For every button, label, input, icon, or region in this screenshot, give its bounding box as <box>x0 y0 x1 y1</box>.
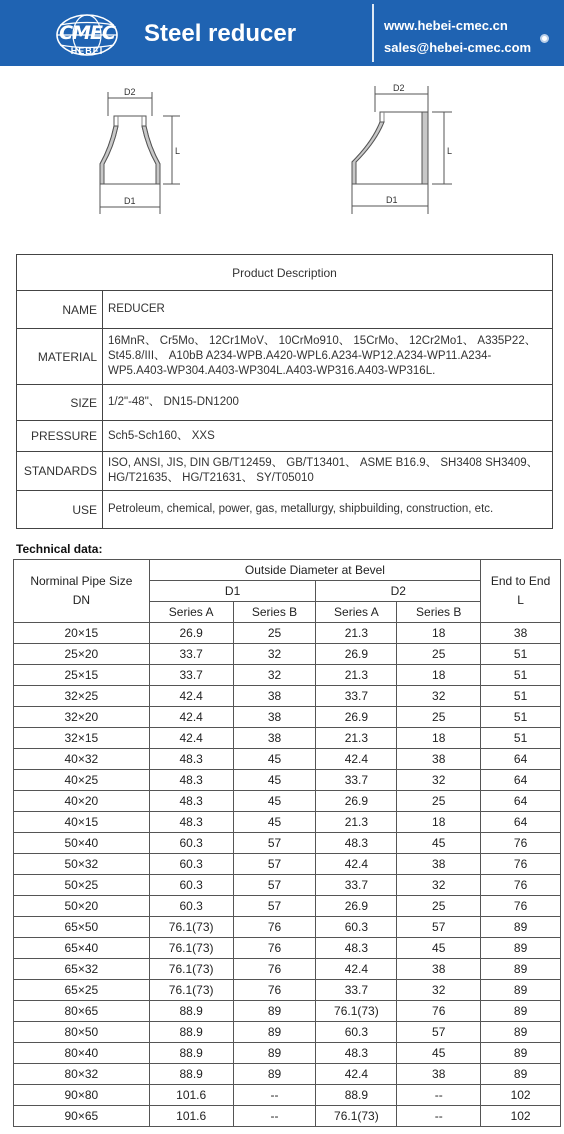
d1-series-a-cell: 76.1(73) <box>149 938 233 959</box>
technical-header-row <box>14 560 561 581</box>
end-to-end-cell: 51 <box>481 728 561 749</box>
nominal-size-header-line2: DN <box>72 593 91 607</box>
end-to-end-header <box>481 560 561 623</box>
d2-series-b-cell: 25 <box>397 644 481 665</box>
description-row-name <box>17 291 553 329</box>
d1-series-a-cell: 76.1(73) <box>149 917 233 938</box>
description-label: MATERIAL <box>17 329 103 385</box>
d2-series-b-cell: 25 <box>397 791 481 812</box>
nominal-size-cell: 40×25 <box>14 770 150 791</box>
d2-series-a-cell: 21.3 <box>316 623 397 644</box>
end-to-end-cell: 102 <box>481 1085 561 1106</box>
d2-series-b-cell: 38 <box>397 959 481 980</box>
d1-series-a-cell: 42.4 <box>149 728 233 749</box>
d2-series-b-cell: 18 <box>397 728 481 749</box>
end-to-end-cell: 76 <box>481 854 561 875</box>
d1-series-b-cell: 57 <box>233 854 316 875</box>
table-row <box>14 791 561 812</box>
email-link[interactable]: sales@hebei-cmec.com <box>384 40 532 55</box>
table-row <box>14 917 561 938</box>
nominal-size-cell: 90×65 <box>14 1106 150 1127</box>
d1-series-a-cell: 33.7 <box>149 665 233 686</box>
website-link[interactable]: www.hebei-cmec.cn <box>384 18 508 33</box>
d1-series-b-cell: 45 <box>233 749 316 770</box>
d2-series-a-cell: 48.3 <box>316 938 397 959</box>
d2-series-b-cell: 76 <box>397 1001 481 1022</box>
nominal-size-cell: 65×40 <box>14 938 150 959</box>
table-row <box>14 980 561 1001</box>
end-to-end-cell: 51 <box>481 686 561 707</box>
series-a-header: Series A <box>316 602 397 623</box>
table-row <box>14 959 561 980</box>
right-d2-label: D2 <box>393 83 405 93</box>
table-row <box>14 896 561 917</box>
d1-series-a-cell: 48.3 <box>149 770 233 791</box>
description-label: SIZE <box>17 385 103 421</box>
series-b-header: Series B <box>233 602 316 623</box>
description-row-standards <box>17 452 553 491</box>
d2-series-b-cell: 45 <box>397 833 481 854</box>
d1-series-b-cell: 32 <box>233 644 316 665</box>
d2-series-a-cell: 33.7 <box>316 770 397 791</box>
d2-series-a-cell: 21.3 <box>316 812 397 833</box>
d2-series-a-cell: 33.7 <box>316 980 397 1001</box>
d2-series-b-cell: 38 <box>397 854 481 875</box>
description-row-pressure <box>17 421 553 452</box>
nominal-size-cell: 50×25 <box>14 875 150 896</box>
d2-series-a-cell: 42.4 <box>316 959 397 980</box>
right-l-label: L <box>447 146 453 156</box>
nominal-size-cell: 65×25 <box>14 980 150 1001</box>
d2-series-a-cell: 60.3 <box>316 1022 397 1043</box>
nominal-size-cell: 25×20 <box>14 644 150 665</box>
product-description-table <box>16 254 553 529</box>
nominal-size-cell: 50×20 <box>14 896 150 917</box>
description-row-use <box>17 491 553 529</box>
nominal-size-header <box>14 560 150 623</box>
d1-series-b-cell: 76 <box>233 980 316 1001</box>
table-row <box>14 1106 561 1127</box>
description-label: USE <box>17 491 103 529</box>
technical-data-table <box>13 559 561 1127</box>
d1-series-a-cell: 101.6 <box>149 1085 233 1106</box>
d2-series-a-cell: 33.7 <box>316 686 397 707</box>
d2-series-b-cell: -- <box>397 1085 481 1106</box>
table-row <box>14 623 561 644</box>
technical-data-title: Technical data: <box>16 542 103 556</box>
table-row <box>14 644 561 665</box>
d1-series-a-cell: 33.7 <box>149 644 233 665</box>
nominal-size-cell: 40×32 <box>14 749 150 770</box>
d1-series-b-cell: 76 <box>233 959 316 980</box>
d1-series-a-cell: 101.6 <box>149 1106 233 1127</box>
end-to-end-cell: 89 <box>481 1064 561 1085</box>
d2-series-a-cell: 42.4 <box>316 1064 397 1085</box>
d2-series-a-cell: 42.4 <box>316 854 397 875</box>
end-to-end-header-line2: L <box>517 593 524 607</box>
d1-series-a-cell: 88.9 <box>149 1022 233 1043</box>
logo-subtitle: HEBEI <box>70 46 104 56</box>
d1-series-b-cell: 89 <box>233 1064 316 1085</box>
table-row <box>14 833 561 854</box>
description-value: Sch5-Sch160、 XXS <box>103 421 553 452</box>
d2-series-a-cell: 48.3 <box>316 833 397 854</box>
d2-series-a-cell: 26.9 <box>316 707 397 728</box>
d2-series-a-cell: 26.9 <box>316 644 397 665</box>
d1-series-a-cell: 88.9 <box>149 1064 233 1085</box>
d1-series-a-cell: 48.3 <box>149 791 233 812</box>
d1-series-b-cell: 89 <box>233 1022 316 1043</box>
d2-series-a-cell: 76.1(73) <box>316 1001 397 1022</box>
d1-series-a-cell: 76.1(73) <box>149 959 233 980</box>
table-row <box>14 707 561 728</box>
d1-series-b-cell: -- <box>233 1106 316 1127</box>
d2-series-b-cell: 32 <box>397 875 481 896</box>
end-to-end-cell: 64 <box>481 749 561 770</box>
table-row <box>14 1022 561 1043</box>
nominal-size-cell: 65×50 <box>14 917 150 938</box>
left-d1-label: D1 <box>124 196 136 206</box>
d2-series-a-cell: 42.4 <box>316 749 397 770</box>
d1-series-b-cell: 32 <box>233 665 316 686</box>
d2-series-b-cell: 57 <box>397 917 481 938</box>
d1-series-b-cell: 76 <box>233 917 316 938</box>
d2-series-b-cell: 32 <box>397 980 481 1001</box>
end-to-end-cell: 38 <box>481 623 561 644</box>
d1-series-b-cell: 76 <box>233 938 316 959</box>
d1-series-a-cell: 88.9 <box>149 1043 233 1064</box>
table-row <box>14 728 561 749</box>
end-to-end-cell: 89 <box>481 917 561 938</box>
d2-series-b-cell: 18 <box>397 665 481 686</box>
d2-series-b-cell: 45 <box>397 938 481 959</box>
end-to-end-cell: 51 <box>481 665 561 686</box>
description-label: NAME <box>17 291 103 329</box>
right-d1-label: D1 <box>386 195 398 205</box>
d1-series-a-cell: 60.3 <box>149 854 233 875</box>
end-to-end-cell: 89 <box>481 959 561 980</box>
outside-diameter-header: Outside Diameter at Bevel <box>149 560 480 581</box>
d1-series-b-cell: 45 <box>233 791 316 812</box>
description-label: PRESSURE <box>17 421 103 452</box>
d1-series-a-cell: 42.4 <box>149 686 233 707</box>
end-to-end-cell: 89 <box>481 938 561 959</box>
description-row-material <box>17 329 553 385</box>
d1-series-a-cell: 48.3 <box>149 812 233 833</box>
table-row <box>14 1085 561 1106</box>
left-d2-label: D2 <box>124 87 136 97</box>
description-heading: Product Description <box>17 255 553 291</box>
d1-series-a-cell: 60.3 <box>149 875 233 896</box>
d2-series-b-cell: 57 <box>397 1022 481 1043</box>
d2-series-a-cell: 60.3 <box>316 917 397 938</box>
d1-series-b-cell: 38 <box>233 728 316 749</box>
d2-series-a-cell: 88.9 <box>316 1085 397 1106</box>
d1-series-b-cell: 38 <box>233 707 316 728</box>
d2-series-b-cell: 25 <box>397 896 481 917</box>
d2-series-b-cell: 32 <box>397 770 481 791</box>
d1-series-a-cell: 48.3 <box>149 749 233 770</box>
d2-series-b-cell: 18 <box>397 623 481 644</box>
d2-series-a-cell: 21.3 <box>316 728 397 749</box>
end-to-end-cell: 51 <box>481 707 561 728</box>
header-divider <box>372 4 374 62</box>
d1-series-a-cell: 88.9 <box>149 1001 233 1022</box>
end-to-end-cell: 76 <box>481 875 561 896</box>
d1-series-b-cell: 57 <box>233 833 316 854</box>
series-b-header: Series B <box>397 602 481 623</box>
description-value: Petroleum, chemical, power, gas, metallurgy, shipbuilding, construction, etc. <box>103 491 553 529</box>
d1-series-a-cell: 60.3 <box>149 896 233 917</box>
d1-series-a-cell: 76.1(73) <box>149 980 233 1001</box>
nominal-size-cell: 32×25 <box>14 686 150 707</box>
table-row <box>14 770 561 791</box>
d1-series-b-cell: 89 <box>233 1043 316 1064</box>
d1-series-b-cell: 45 <box>233 812 316 833</box>
d1-series-b-cell: 89 <box>233 1001 316 1022</box>
d1-series-b-cell: 38 <box>233 686 316 707</box>
page-title: Steel reducer <box>144 20 297 47</box>
description-value: ISO, ANSI, JIS, DIN GB/T12459、 GB/T13401、 ASME B16.9、 SH3408 SH3409、 HG/T21635、 HG/T21631、 SY/T05010 <box>103 452 553 491</box>
end-to-end-cell: 89 <box>481 1001 561 1022</box>
d1-series-b-cell: 45 <box>233 770 316 791</box>
end-to-end-cell: 76 <box>481 896 561 917</box>
table-row <box>14 854 561 875</box>
d1-series-a-cell: 26.9 <box>149 623 233 644</box>
table-row <box>14 1064 561 1085</box>
end-to-end-cell: 89 <box>481 1022 561 1043</box>
eccentric-reducer-drawing <box>352 86 452 214</box>
table-row <box>14 1001 561 1022</box>
d1-series-b-cell: 57 <box>233 875 316 896</box>
header-banner <box>0 0 564 66</box>
d1-series-b-cell: 25 <box>233 623 316 644</box>
d1-header: D1 <box>149 581 316 602</box>
d2-series-a-cell: 48.3 <box>316 1043 397 1064</box>
end-to-end-cell: 51 <box>481 644 561 665</box>
table-row <box>14 665 561 686</box>
logo-text: CMEC <box>59 22 115 44</box>
nominal-size-header-line1: Norminal Pipe Size <box>30 574 133 588</box>
nominal-size-cell: 32×20 <box>14 707 150 728</box>
nominal-size-cell: 50×40 <box>14 833 150 854</box>
d2-series-a-cell: 26.9 <box>316 896 397 917</box>
table-row <box>14 938 561 959</box>
table-row <box>14 686 561 707</box>
description-value: REDUCER <box>103 291 553 329</box>
description-row-size <box>17 385 553 421</box>
d2-header: D2 <box>316 581 481 602</box>
bullet-icon <box>540 34 549 43</box>
nominal-size-cell: 25×15 <box>14 665 150 686</box>
description-header-row <box>17 255 553 291</box>
end-to-end-cell: 102 <box>481 1106 561 1127</box>
nominal-size-cell: 65×32 <box>14 959 150 980</box>
d1-series-b-cell: 57 <box>233 896 316 917</box>
d1-series-b-cell: -- <box>233 1085 316 1106</box>
d2-series-b-cell: -- <box>397 1106 481 1127</box>
d2-series-a-cell: 26.9 <box>316 791 397 812</box>
left-l-label: L <box>175 146 181 156</box>
d2-series-a-cell: 76.1(73) <box>316 1106 397 1127</box>
description-label: STANDARDS <box>17 452 103 491</box>
nominal-size-cell: 90×80 <box>14 1085 150 1106</box>
nominal-size-cell: 80×40 <box>14 1043 150 1064</box>
end-to-end-cell: 64 <box>481 770 561 791</box>
reducer-drawings <box>0 80 564 230</box>
end-to-end-cell: 64 <box>481 791 561 812</box>
d1-series-a-cell: 42.4 <box>149 707 233 728</box>
table-row <box>14 749 561 770</box>
d2-series-a-cell: 33.7 <box>316 875 397 896</box>
d2-series-b-cell: 25 <box>397 707 481 728</box>
d2-series-a-cell: 21.3 <box>316 665 397 686</box>
nominal-size-cell: 20×15 <box>14 623 150 644</box>
d2-series-b-cell: 38 <box>397 749 481 770</box>
d2-series-b-cell: 18 <box>397 812 481 833</box>
d2-series-b-cell: 38 <box>397 1064 481 1085</box>
nominal-size-cell: 50×32 <box>14 854 150 875</box>
table-row <box>14 875 561 896</box>
end-to-end-cell: 89 <box>481 980 561 1001</box>
table-row <box>14 1043 561 1064</box>
nominal-size-cell: 80×65 <box>14 1001 150 1022</box>
nominal-size-cell: 40×20 <box>14 791 150 812</box>
end-to-end-cell: 76 <box>481 833 561 854</box>
table-row <box>14 812 561 833</box>
end-to-end-cell: 64 <box>481 812 561 833</box>
nominal-size-cell: 80×50 <box>14 1022 150 1043</box>
series-a-header: Series A <box>149 602 233 623</box>
d1-series-a-cell: 60.3 <box>149 833 233 854</box>
nominal-size-cell: 40×15 <box>14 812 150 833</box>
nominal-size-cell: 80×32 <box>14 1064 150 1085</box>
nominal-size-cell: 32×15 <box>14 728 150 749</box>
d2-series-b-cell: 45 <box>397 1043 481 1064</box>
d2-series-b-cell: 32 <box>397 686 481 707</box>
description-value: 16MnR、 Cr5Mo、 12Cr1MoV、 10CrMo910、 15CrMo、 12Cr2Mo1、 A335P22、 St45.8/III、 A10bB A234-WPB.A420-WPL6.A234-WP12.A234-WP11.A234-WP5.A403-WP304.A403-WP304L.A403-WP316.A403-WP316L. <box>103 329 553 385</box>
technical-data-body <box>14 623 561 1127</box>
end-to-end-cell: 89 <box>481 1043 561 1064</box>
description-value: 1/2"-48"、 DN15-DN1200 <box>103 385 553 421</box>
end-to-end-header-line1: End to End <box>490 574 551 588</box>
concentric-reducer-drawing <box>100 92 180 214</box>
